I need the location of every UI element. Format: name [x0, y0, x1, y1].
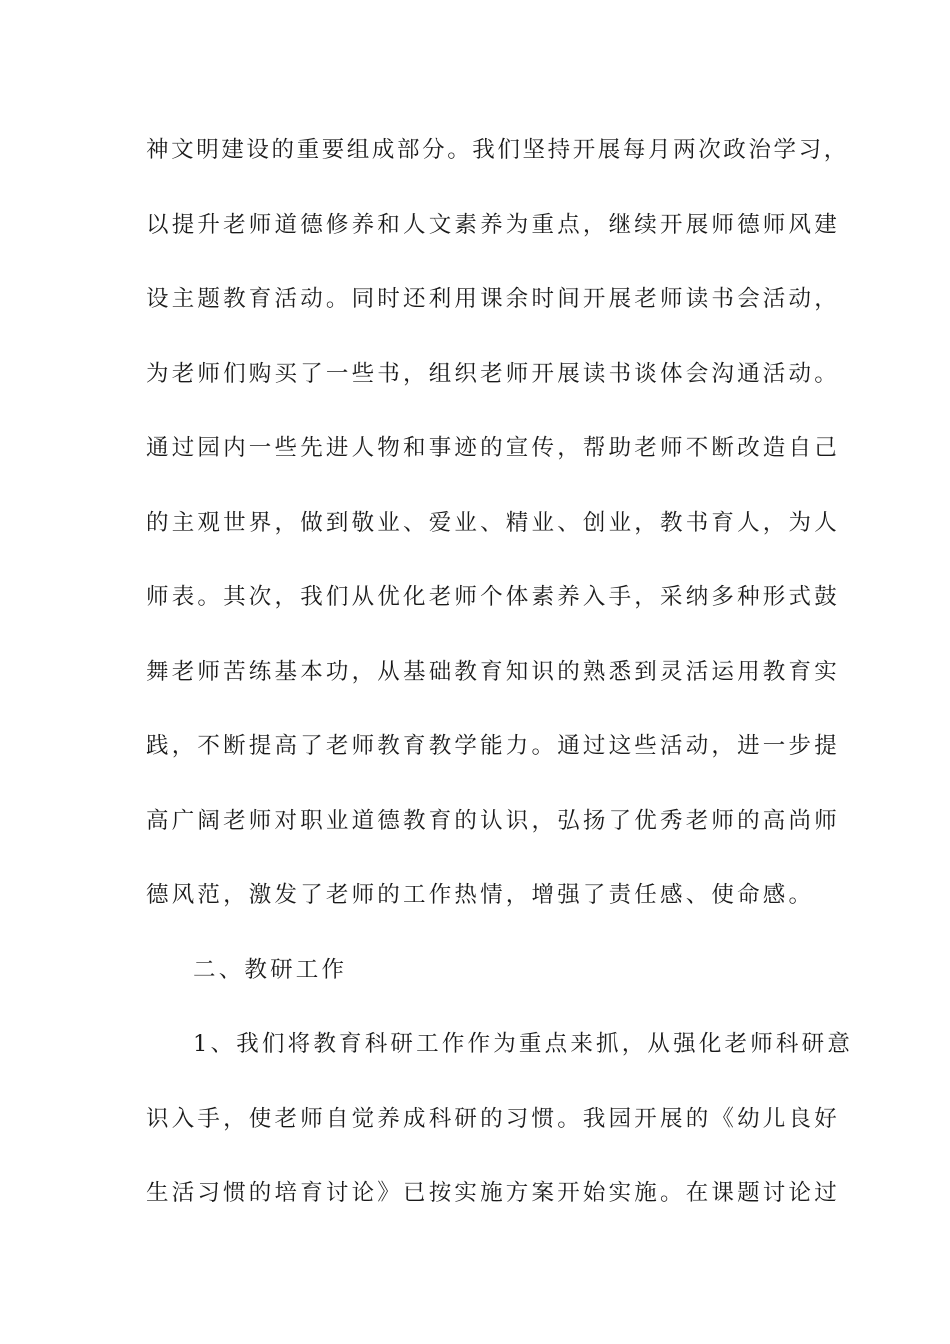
- text-line: 识入手，使老师自觉养成科研的习惯。我园开展的《幼儿良好: [146, 1105, 840, 1132]
- text-line: 为老师们购买了一些书，组织老师开展读书谈体会沟通活动。: [146, 360, 840, 387]
- text-line: 高广阔老师对职业道德教育的认识，弘扬了优秀老师的高尚师: [146, 807, 840, 834]
- text-line: 践，不断提高了老师教育教学能力。通过这些活动，进一步提: [146, 733, 840, 759]
- text-line: 舞老师苦练基本功，从基础教育知识的熟悉到灵活运用教育实: [146, 658, 840, 685]
- text-line: 通过园内一些先进人物和事迹的宣传，帮助老师不断改造自己: [146, 435, 840, 461]
- section-heading: 二、教研工作: [193, 956, 348, 983]
- text-line: 师表。其次，我们从优化老师个体素养入手，采纳多种形式鼓: [146, 584, 840, 610]
- text-line: 德风范，激发了老师的工作热情，增强了责任感、使命感。: [146, 882, 815, 908]
- text-line: 的主观世界，做到敬业、爱业、精业、创业，教书育人，为人: [146, 509, 840, 536]
- text-line: 神文明建设的重要组成部分。我们坚持开展每月两次政治学习，: [146, 137, 849, 163]
- body-text: [146, 128, 854, 1246]
- text-line: 生活习惯的培育讨论》已按实施方案开始实施。在课题讨论过: [146, 1180, 840, 1206]
- text-line: 以提升老师道德修养和人文素养为重点，继续开展师德师风建: [146, 211, 840, 238]
- text-line: 设主题教育活动。同时还利用课余时间开展老师读书会活动，: [146, 286, 840, 312]
- text-line: 1、我们将教育科研工作作为重点来抓，从强化老师科研意: [193, 1031, 854, 1057]
